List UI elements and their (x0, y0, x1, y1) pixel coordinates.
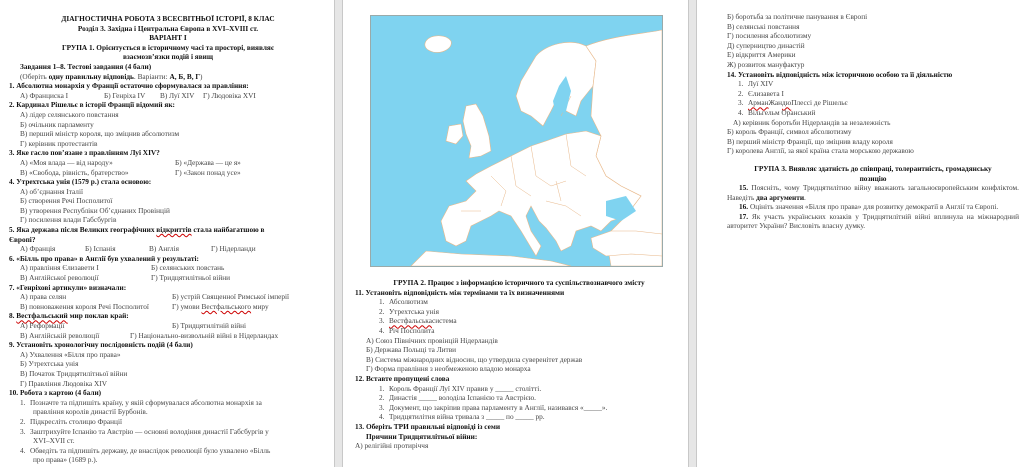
answer-option: А) права селян (20, 292, 67, 302)
q8-text: мир поклав край: (67, 311, 129, 321)
answer-option: Г) керівник протестантів (20, 138, 98, 148)
list-item (355, 307, 683, 317)
list-text: Підкресліть столицю Франції (30, 416, 122, 426)
q-number: 16. (739, 202, 749, 212)
list-text-cont: про права» (1689 р.). (33, 455, 98, 465)
list-item (355, 403, 683, 413)
question-6: 6. «Білль про права» в Англії був ухвалений у результаті: (9, 253, 199, 263)
answer-option: Г) посилення влади Габсбургів (20, 215, 117, 225)
question-5 (9, 225, 327, 235)
instr-text: . Варіанти: (133, 71, 170, 81)
instr-variants: А, Б, В, Г (169, 71, 201, 81)
list-number: 1. (738, 79, 744, 89)
answer-option: В) Англія (149, 244, 179, 254)
answer-option: В) Луї XIV (160, 90, 195, 100)
answer-option: А) об’єднання Італії (20, 186, 83, 196)
list-number: 3. (379, 402, 385, 412)
fill-in-item: Документ, що закріпив права парламенту в Англії, називався «_____». (389, 402, 608, 412)
variant-label: ВАРІАНТ І (149, 33, 187, 43)
spellcheck-word: Арман (748, 98, 769, 108)
question-1: 1. Абсолютна монархія у Франції остаточно сформувалася за правління: (9, 81, 249, 91)
list-item (355, 297, 683, 307)
fill-in-item: Династія _____ володіла Іспанією та Австрією. (389, 393, 536, 403)
definition: Б) Держава Польщі та Литви (366, 345, 457, 355)
q5-text: 5. Яка держава після Великих географічних (9, 225, 157, 235)
answer-option: В) Англійській революції (20, 330, 100, 340)
person: Жан (768, 98, 783, 108)
option-text: Г) умови (172, 301, 202, 311)
list-item (9, 398, 327, 408)
spellcheck-word: відкриттів (156, 225, 192, 235)
document-title: ДІАГНОСТИЧНА РОБОТА З ВСЕСВІТНЬОЇ ІСТОРІЇ, 8 КЛАС (61, 14, 275, 23)
answer-option: А) Франциска I (20, 90, 69, 100)
question-9: 9. Установіть хронологічну послідовність подій (4 бали) (9, 340, 193, 350)
answer-option: Г) Тридцятилітньої війни (151, 273, 231, 283)
q6-options-row-1 (9, 263, 327, 273)
list-number: 4. (379, 325, 385, 335)
list-item (727, 108, 1019, 118)
person: Луї XIV (748, 79, 774, 89)
answer-option: А) Реформації (20, 321, 65, 330)
list-text-cont: XVI–XVII ст. (33, 436, 75, 446)
answer-option: А) Ухвалення «Білля про права» (20, 349, 121, 359)
list-item (727, 79, 1019, 89)
list-number: 1. (20, 397, 26, 407)
spellcheck-word: дю (782, 98, 792, 108)
answer-option: Г) Національно-визвольній війні в Нідерландах (130, 330, 279, 340)
list-number: 2. (379, 393, 385, 403)
instr-text: ) (200, 71, 203, 81)
q8-options-row-2 (9, 331, 327, 341)
answer-option: А) лідер селянського повстання (20, 109, 119, 119)
list-number: 1. (379, 297, 385, 307)
question-4: 4. Утрехтська унія (1579 р.) стала основою: (9, 177, 152, 187)
europe-map-icon (371, 16, 662, 266)
activity: Г) королева Англії, за якої країна стала морською державою (727, 146, 914, 156)
list-item (9, 446, 327, 456)
instr-text: (Оберіть (20, 71, 49, 81)
list-item (355, 412, 683, 422)
q5-options (9, 244, 327, 254)
list-item (9, 417, 327, 427)
answer-option: Б) селянських повстань (151, 263, 225, 273)
q-text: Як участь українських козаків у Тридцятилітній війні вплинула на міжнародний авторитет України? Висловіть власну думку. (727, 211, 1019, 231)
fill-in-item: Тридцятилітня війна тривала з _____ по _____ рр. (389, 412, 545, 422)
list-text-cont: правління королів династії Бурбонів. (33, 407, 148, 417)
answer-option: Б) устрій Священної Римської імперії (172, 292, 290, 302)
definition: А) Союз Північних провінцій Нідерландів (366, 335, 498, 345)
answer-option: А) правління Єлизавети I (20, 263, 99, 273)
answer-option: В) Англійської революції (20, 273, 99, 283)
group3-title: ГРУПА 3. Виявляє здатність до співпраці, толерантність, громадянську (754, 163, 992, 173)
list-number: 3. (738, 98, 744, 108)
group2-title: ГРУПА 2. Працює з інформацією історичного та суспільствознавчого змісту (393, 278, 645, 287)
question-13-sub: Причини Тридцятилітньої війни: (366, 431, 478, 441)
section-title: Розділ 3. Західна і Центральна Європа в XVI–XVIII ст. (77, 23, 259, 33)
instructions (9, 72, 327, 82)
answer-option: В) перший міністр короля, що зміцнив абсолютизм (20, 129, 180, 139)
person: Вільгельм Оранський (748, 107, 816, 117)
question-8 (9, 311, 327, 321)
document-page-3 (697, 0, 1031, 467)
question-14: 14. Установіть відповідність між історичною особою та її діяльністю (727, 69, 953, 79)
instr-bold: одну правильну відповідь (48, 71, 134, 81)
q8-options-row-1 (9, 321, 327, 331)
group1-title: ГРУПА 1. Орієнтується в історичному часі та просторі, виявляє (61, 42, 275, 52)
answer-option: В) селянські повстання (727, 21, 800, 31)
answer-option: В) повноваження короля Речі Посполитої (20, 301, 149, 311)
page-gap (688, 0, 697, 467)
term: Абсолютизм (389, 297, 428, 307)
answer-option: Б) створення Речі Посполитої (20, 196, 113, 206)
q-text: Оцініть значення «Білля про права» для розвитку демократії в Англії та Європі. (748, 202, 999, 212)
spellcheck-word: Вестфальський (16, 311, 68, 321)
group1-subtitle: взаємозв’язки подій і явищ (122, 52, 214, 62)
answer-option: Г) Людовіка XVI (203, 90, 256, 100)
list-item (355, 326, 683, 336)
answer-option: Б) «Держава — це я» (175, 157, 241, 167)
list-number: 3. (379, 316, 385, 326)
list-number: 2. (20, 416, 26, 426)
list-number: 2. (738, 88, 744, 98)
list-item (355, 393, 683, 403)
term: Річ Посполита (389, 325, 435, 335)
q-number: 17. (739, 211, 749, 221)
answer-option: Б) боротьба за політичне панування в Європі (727, 12, 868, 21)
question-10: 10. Робота з картою (4 бали) (9, 388, 102, 398)
answer-option: Г) посилення абсолютизму (727, 31, 812, 41)
question-15 (727, 183, 1019, 202)
list-text: Обведіть та підпишіть державу, де внаслідок революції було ухвалено «Білль (30, 445, 271, 455)
person: Єлизавета I (748, 88, 784, 98)
spellcheck-word: Вестфальського (201, 301, 252, 311)
q-number: 15. (739, 183, 749, 193)
term: Утрехтська унія (389, 306, 439, 316)
answer-option: В) «Свобода, рівність, братерство» (20, 167, 129, 177)
fill-in-item: Король Франції Луї XIV правив у _____ столітті. (389, 383, 542, 393)
q-text: . (804, 192, 806, 202)
answer-option: Ж) розвиток мануфактур (727, 59, 805, 69)
definition: Г) Форма правління з необмеженою владою монарха (366, 364, 531, 374)
list-number: 4. (738, 107, 744, 117)
question-5-cont: Європі? (9, 234, 36, 244)
list-number: 1. (379, 383, 385, 393)
answer-option (172, 302, 269, 312)
q-text: Поясніть, чому Тридцятилітню війну вважають загальноєвропейським конфліктом. Наведіть (727, 183, 1019, 202)
q3-options-row-2 (9, 168, 327, 178)
activity: Б) король Франції, символ абсолютизму (727, 127, 852, 137)
spellcheck-word: Вестфальська (389, 316, 432, 326)
answer-option: Б) очільник парламенту (20, 119, 94, 129)
answer-option: Д) суперництво династій (727, 40, 805, 50)
term: система (431, 316, 457, 326)
q3-options-row-1 (9, 158, 327, 168)
person: Плессі де Рішельє (791, 98, 848, 108)
list-number: 4. (20, 445, 26, 455)
list-item (355, 316, 683, 326)
answer-option: Б) Генріха IV (104, 90, 146, 100)
q7-options-row-2 (9, 302, 327, 312)
q5-text: стала найбагатшою в (191, 225, 265, 235)
answer-option: А) релігійні протиріччя (355, 441, 429, 451)
list-item (355, 384, 683, 394)
question-2: 2. Кардинал Рішельє в історії Франції відомий як: (9, 100, 175, 110)
group3-subtitle: позицію (859, 173, 887, 183)
list-item (727, 89, 1019, 99)
spacer (727, 156, 1019, 164)
list-text: Заштрихуйте Іспанію та Австрію — основні володіння династії Габсбургів у (30, 426, 269, 436)
answer-option: Г) «Закон понад усе» (175, 167, 241, 177)
answer-option: Е) відкриття Америки (727, 50, 796, 60)
q6-options-row-2 (9, 273, 327, 283)
q10-list (9, 398, 327, 465)
question-16 (727, 202, 1019, 212)
list-number: 3. (20, 426, 26, 436)
question-13: 13. Оберіть ТРИ правильні відповіді із семи (355, 421, 501, 431)
page-gap (334, 0, 343, 467)
answer-option: Г) Правління Людовіка XIV (20, 378, 107, 388)
answer-option: В) утворення Республіки Об’єднаних Провінцій (20, 205, 170, 215)
question-11: 11. Установіть відповідність між термінами та їх визначеннями (355, 287, 565, 297)
activity: В) перший міністр Франції, що зміцнив владу короля (727, 136, 893, 146)
europe-map-image (370, 15, 663, 267)
answer-option: Г) Нідерланди (211, 244, 256, 254)
list-number: 2. (379, 306, 385, 316)
answer-option: А) Франція (20, 244, 56, 254)
answer-option: Б) Іспанія (85, 244, 116, 254)
question-3: 3. Яке гасло пов’язане з правлінням Луї XIV? (9, 148, 160, 158)
question-12: 12. Вставте пропущені слова (355, 373, 450, 383)
answer-option: В) Початок Тридцятилітньої війни (20, 368, 128, 378)
list-text: Позначте та підпишіть країну, у якій сформувалася абсолютна монархія за (30, 397, 262, 407)
answer-option: Б) Тридцятилітній війні (172, 321, 247, 330)
list-item (727, 98, 1019, 108)
answer-option: Б) Утрехтська унія (20, 359, 79, 369)
q8-number: 8. (9, 311, 17, 321)
answer-option: А) «Моя влада — від народу» (20, 157, 113, 167)
list-number: 4. (379, 412, 385, 422)
definition: В) Система міжнародних відносин, що утвердила суверенітет держав (366, 354, 583, 364)
document-page-1 (0, 0, 334, 467)
document-page-2 (343, 0, 688, 467)
question-7: 7. «Генріхові артикули» визначали: (9, 282, 127, 292)
tasks-header: Завдання 1–8. Тестові завдання (4 бали) (20, 61, 152, 71)
option-text: миру (251, 301, 269, 311)
activity: А) керівник боротьби Нідерландів за незалежність (733, 117, 891, 127)
list-item (9, 427, 327, 437)
q1-options (9, 91, 327, 101)
question-17 (727, 212, 1019, 231)
q-bold: два аргументи (756, 192, 805, 202)
q7-options-row-1 (9, 292, 327, 302)
